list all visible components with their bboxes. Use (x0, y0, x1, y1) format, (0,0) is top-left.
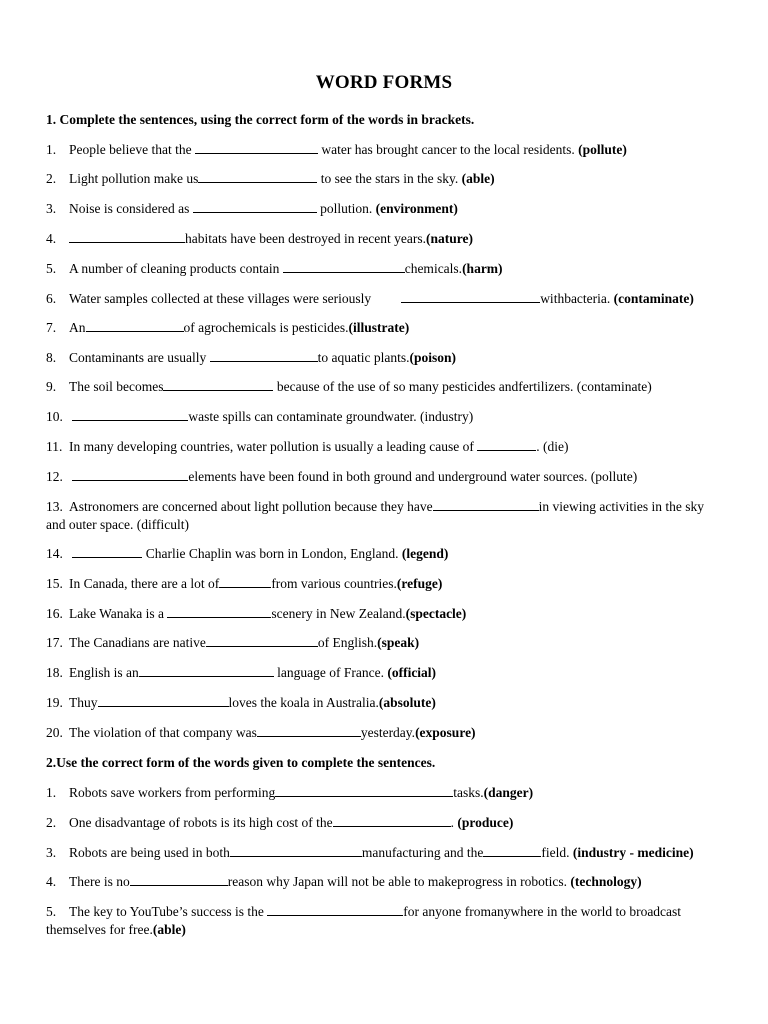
answer-blank[interactable] (69, 231, 185, 243)
answer-blank[interactable] (275, 785, 453, 797)
exercise-item: 4. habitats have been destroyed in recent years.(nature) (46, 231, 474, 246)
exercise-item: 1. People believe that the water has brought cancer to the local residents. (pollute) (46, 142, 627, 157)
answer-blank[interactable] (139, 665, 274, 677)
exercise-item: 13. Astronomers are concerned about light pollution because they have in viewing activities in the sky and outer space. (difficult) (46, 499, 704, 532)
exercise-item: 2. One disadvantage of robots is its high cost of the . (produce) (46, 815, 514, 830)
exercise-item: 8. Contaminants are usually to aquatic plants.(poison) (46, 350, 456, 365)
answer-blank[interactable] (401, 291, 540, 303)
exercise-item: 18. English is an language of France. (official) (46, 665, 437, 680)
exercise-item: 16. Lake Wanaka is a scenery in New Zealand.(spectacle) (46, 606, 467, 621)
exercise-item: 17. The Canadians are native of English.(speak) (46, 635, 420, 650)
answer-blank[interactable] (198, 171, 317, 183)
exercise-item: 10. waste spills can contaminate groundwater. (industry) (46, 409, 474, 424)
answer-blank[interactable] (219, 576, 271, 588)
page-title: WORD FORMS (315, 72, 453, 93)
answer-blank[interactable] (72, 409, 188, 421)
answer-blank[interactable] (206, 635, 318, 647)
answer-blank[interactable] (333, 815, 451, 827)
exercise-item: 3. Noise is considered as pollution. (environment) (46, 201, 458, 216)
answer-blank[interactable] (483, 845, 541, 857)
exercise-item: 2. Light pollution make us to see the stars in the sky. (able) (46, 171, 495, 186)
section-1-heading: 1. Complete the sentences, using the correct form of the words in brackets. (46, 112, 475, 127)
exercise-item: 9. The soil becomes because of the use of so many pesticides andfertilizers. (contaminate) (46, 379, 652, 394)
answer-blank[interactable] (72, 546, 142, 558)
answer-blank[interactable] (283, 261, 405, 273)
answer-blank[interactable] (257, 725, 361, 737)
answer-blank[interactable] (267, 904, 403, 916)
section-2-heading: 2.Use the correct form of the words given to complete the sentences. (46, 755, 436, 770)
exercise-item: 20. The violation of that company was yesterday.(exposure) (46, 725, 476, 740)
exercise-item: 14. Charlie Chaplin was born in London, England. (legend) (46, 546, 449, 561)
exercise-item: 4. There is no reason why Japan will not be able to makeprogress in robotics. (technology) (46, 874, 642, 889)
exercise-item: 7. An of agrochemicals is pesticides.(illustrate) (46, 320, 410, 335)
exercise-item: 15. In Canada, there are a lot of from various countries.(refuge) (46, 576, 443, 591)
answer-blank[interactable] (130, 874, 228, 886)
exercise-item: 3. Robots are being used in both manufacturing and the field. (industry - medicine) (46, 845, 694, 860)
answer-blank[interactable] (98, 695, 229, 707)
answer-blank[interactable] (167, 606, 271, 618)
exercise-item: 11. In many developing countries, water pollution is usually a leading cause of . (die) (46, 439, 569, 454)
answer-blank[interactable] (433, 499, 539, 511)
answer-blank[interactable] (195, 142, 318, 154)
answer-blank[interactable] (230, 845, 362, 857)
answer-blank[interactable] (163, 379, 273, 391)
answer-blank[interactable] (193, 201, 317, 213)
answer-blank[interactable] (210, 350, 318, 362)
answer-blank[interactable] (86, 320, 184, 332)
exercise-item: 12. elements have been found in both ground and underground water sources. (pollute) (46, 469, 638, 484)
answer-blank[interactable] (477, 439, 536, 451)
exercise-item: 19. Thuy loves the koala in Australia.(absolute) (46, 695, 436, 710)
exercise-item: 5. The key to YouTube’s success is the for anyone fromanywhere in the world to broadcast themselves for free.(able) (46, 904, 682, 937)
exercise-item: 1. Robots save workers from performing tasks.(danger) (46, 785, 534, 800)
exercise-item: 5. A number of cleaning products contain chemicals.(harm) (46, 261, 503, 276)
exercise-item: 6. Water samples collected at these villages were seriously withbacteria. (contaminate) (46, 291, 694, 306)
answer-blank[interactable] (72, 469, 188, 481)
